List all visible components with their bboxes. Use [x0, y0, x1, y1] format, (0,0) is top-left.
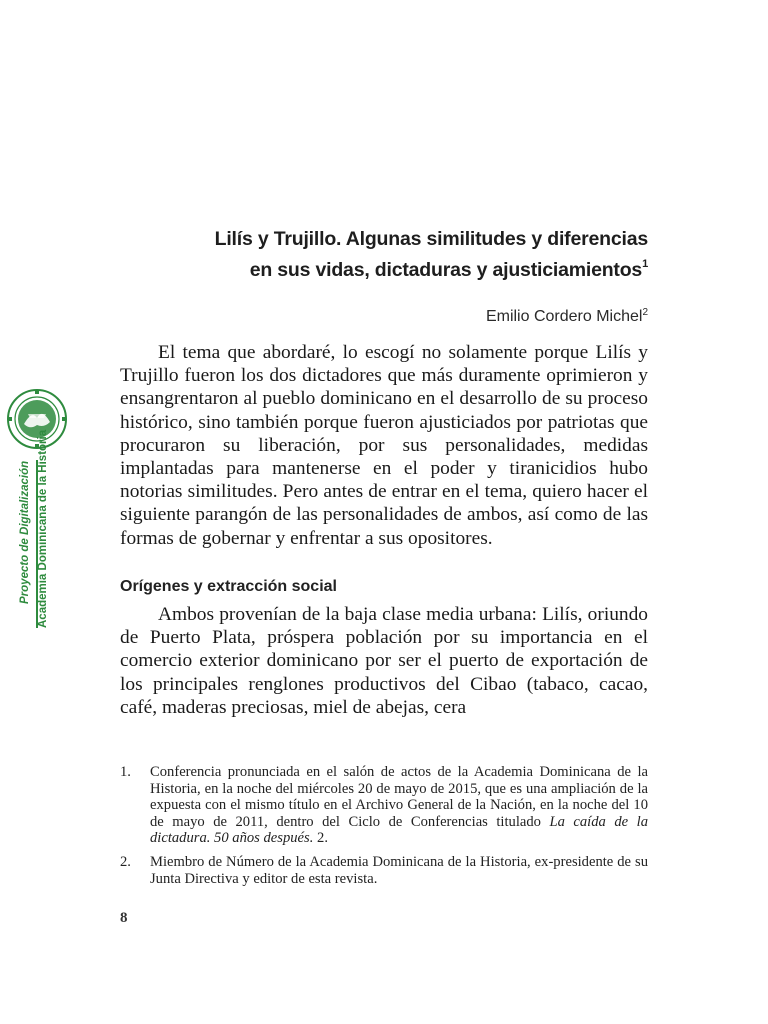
paragraph-1: El tema que abordaré, lo escogí no solamente porque Lilís y Trujillo fueron los dos dictadores que más duramente oprimieron y ensangrentaron al pueblo dominicano en el desarrollo de su proceso histórico, sino también porque fueron ajusticiados por patriotas que procuraron su liberación, por sus personalidades, medidas implantadas para mantenerse en el poder y tiranicidios hubo notorias similitudes. Pero antes de entrar en el tema, quiero hacer el siguiente parangón de las personalidades de ambos, así como de las formas de gobernar y enfrentar a sus opositores. [120, 342, 648, 549]
article-title [140, 224, 648, 286]
title-line-2: en sus vidas, dictaduras y ajusticiamientos [249, 259, 643, 281]
footnote-italic-title: La caída de la dictadura. 50 años después. [150, 813, 648, 847]
footnote-text-end: 2. [313, 830, 328, 847]
page-number: 8 [120, 910, 128, 926]
project-label: Proyecto de Digitalización [19, 460, 31, 604]
academy-label: Academia Dominicana de la Historia [37, 429, 49, 628]
author-name: Emilio Cordero Michel [485, 308, 643, 325]
digitization-sidebar [0, 380, 80, 640]
footnote-text: Conferencia pronunciada en el salón de actos de la Academia Dominicana de la Historia, en la noche del miércoles 20 de mayo de 2015, que es una ampliación de la expuesta con el mismo título en el Archivo General de la Nación, en la noche del 10 de mayo de 2011, dentro del Ciclo de Conferencias titulado [150, 764, 648, 830]
paragraph-2: Ambos provenían de la baja clase media urbana: Lilís, oriundo de Puerto Plata, próspera población por su importancia en el comercio exterior dominicano por ser el puerto de exportación de los principales renglones productivos del Cibao (tabaco, cacao, café, maderas preciosas, miel de abejas, cera [120, 604, 648, 718]
section-heading: Orígenes y extracción social [120, 578, 337, 595]
author-footnote-ref[interactable]: 2 [642, 307, 648, 318]
footnote-2 [120, 854, 648, 887]
article-author [360, 306, 648, 328]
title-footnote-ref[interactable]: 1 [642, 258, 648, 270]
footnotes [120, 764, 648, 894]
title-line-1: Lilís y Trujillo. Algunas similitudes y diferencias [214, 228, 648, 250]
footnote-number: 1. [120, 764, 131, 780]
footnote-text: Miembro de Número de la Academia Dominicana de la Historia, ex-presidente de su Junta Directiva y editor de esta revista. [150, 853, 648, 887]
footnote-number: 2. [120, 853, 131, 870]
footnote-1 [120, 764, 648, 847]
